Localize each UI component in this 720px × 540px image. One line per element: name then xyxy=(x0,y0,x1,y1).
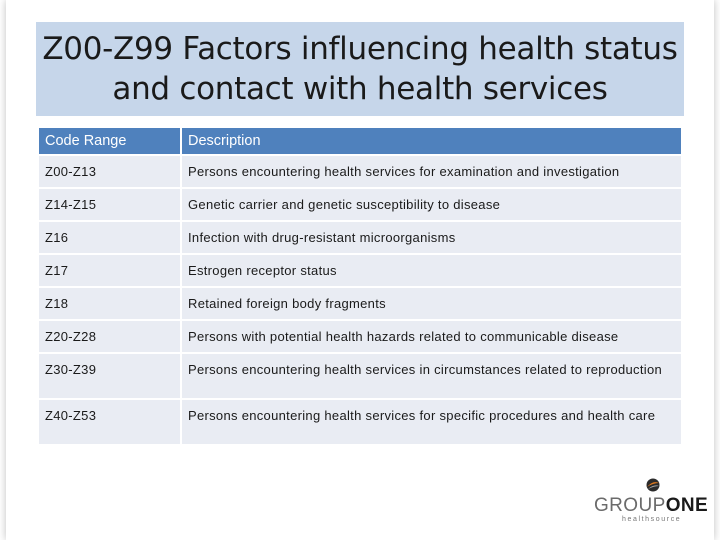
code-cell: Z40-Z53 xyxy=(38,399,181,445)
code-cell: Z16 xyxy=(38,221,181,254)
logo-word-group: GROUP xyxy=(594,495,666,516)
description-cell: Persons with potential health hazards related to communicable disease xyxy=(181,320,682,353)
table-row xyxy=(38,399,682,445)
code-cell: Z20-Z28 xyxy=(38,320,181,353)
swoosh-icon xyxy=(646,478,660,492)
code-cell: Z30-Z39 xyxy=(38,353,181,399)
description-cell: Persons encountering health services for examination and investigation xyxy=(181,155,682,188)
table-row xyxy=(38,221,682,254)
logo-wordmark xyxy=(594,495,708,517)
description-cell: Genetic carrier and genetic susceptibility to disease xyxy=(181,188,682,221)
code-cell: Z17 xyxy=(38,254,181,287)
code-range-table xyxy=(37,126,683,446)
title-banner xyxy=(36,22,684,116)
code-cell: Z14-Z15 xyxy=(38,188,181,221)
group-one-logo xyxy=(594,478,709,524)
table-row xyxy=(38,320,682,353)
table-row xyxy=(38,188,682,221)
code-cell: Z00-Z13 xyxy=(38,155,181,188)
header-code-range: Code Range xyxy=(38,127,181,155)
code-cell: Z18 xyxy=(38,287,181,320)
slide-title: Z00-Z99 Factors influencing health status and contact with health services xyxy=(42,31,678,107)
description-cell: Retained foreign body fragments xyxy=(181,287,682,320)
table-header-row xyxy=(38,127,682,155)
table-row xyxy=(38,353,682,399)
logo-subtitle: healthsource xyxy=(622,516,682,523)
table-row xyxy=(38,155,682,188)
description-cell: Estrogen receptor status xyxy=(181,254,682,287)
description-cell: Infection with drug-resistant microorganisms xyxy=(181,221,682,254)
header-description: Description xyxy=(181,127,682,155)
description-cell: Persons encountering health services in circumstances related to reproduction xyxy=(181,353,682,399)
logo-word-one: ONE xyxy=(665,495,709,516)
description-cell: Persons encountering health services for specific procedures and health care xyxy=(181,399,682,445)
table-row xyxy=(38,287,682,320)
table-row xyxy=(38,254,682,287)
